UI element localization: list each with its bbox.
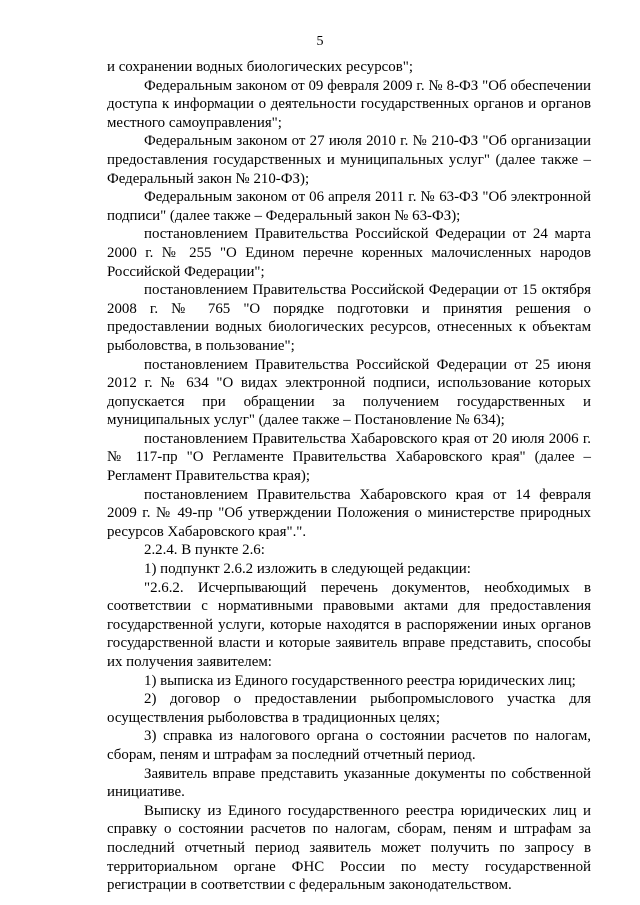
paragraph-15: 3) справка из налогового органа о состоянии расчетов по налогам, сборам, пеням и штрафам за последний отчетный период. (107, 728, 591, 763)
paragraph-5: постановлением Правительства Российской Федерации от 24 марта 2000 г. № 255 "О Едином перечне коренных малочисленных народов Российской Федерации"; (107, 226, 591, 280)
paragraph-13: 1) выписка из Единого государственного реестра юридических лиц; (144, 672, 576, 689)
paragraph-2: Федеральным законом от 09 февраля 2009 г. № 8-ФЗ "Об обеспечении доступа к информации о деятельности государственных органов и органов местного самоуправления"; (107, 77, 591, 131)
paragraph-7: постановлением Правительства Российской Федерации от 25 июня 2012 г. № 634 "О видах электронной подписи, использование которых допускается при обращении за получением государственных и муниципальных услуг" (далее также – Постановление № 634); (107, 356, 591, 429)
paragraph-11: 1) подпункт 2.6.2 изложить в следующей редакции: (144, 561, 471, 578)
paragraph-17: Выписку из Единого государственного реестра юридических лиц и справку о состоянии расчетов по налогам, сборам, пеням и штрафам за последний отчетный период заявитель может получить по запросу в территориальном органе ФНС России по месту государственной регистрации в соответствии с федеральным законодательством. (107, 802, 591, 894)
paragraph-6: постановлением Правительства Российской Федерации от 15 октября 2008 г. № 765 "О порядке подготовки и принятия решения о предоставлении водных биологических ресурсов, отнесенных к объектам рыболовства, в пользование"; (107, 282, 591, 354)
paragraph-14: 2) договор о предоставлении рыбопромыслового участка для осуществления рыболовства в традиционных целях; (107, 691, 591, 726)
paragraph-16: Заявитель вправе представить указанные документы по собственной инициативе. (107, 765, 591, 801)
paragraph-1: и сохранении водных биологических ресурсов"; (107, 59, 413, 75)
paragraph-10: 2.2.4. В пункте 2.6: (144, 542, 265, 559)
paragraph-12: "2.6.2. Исчерпывающий перечень документов, необходимых в соответствии с нормативными правовыми актами для предоставления государственной услуги, которые находятся в распоряжении иных органов государственной власти и которые заявитель вправе представить, способы их получения заявителем: (107, 579, 591, 670)
page-number: 5 (316, 34, 324, 49)
paragraph-4: Федеральным законом от 06 апреля 2011 г. № 63-ФЗ "Об электронной подписи" (далее также – Федеральный закон № 63-ФЗ); (107, 189, 591, 224)
paragraph-3: Федеральным законом от 27 июля 2010 г. № 210-ФЗ "Об организации предоставления государственных и муниципальных услуг" (далее также – Федеральный закон № 210-ФЗ); (107, 133, 591, 187)
paragraph-8: постановлением Правительства Хабаровского края от 20 июля 2006 г. № 117-пр "О Регламенте Правительства Хабаровского края" (далее – Регламент Правительства края); (107, 430, 591, 485)
paragraph-9: постановлением Правительства Хабаровского края от 14 февраля 2009 г. № 49-пр "Об утверждении Положения о министерстве природных ресурсов Хабаровского края".". (107, 486, 591, 540)
document-body (107, 58, 591, 895)
